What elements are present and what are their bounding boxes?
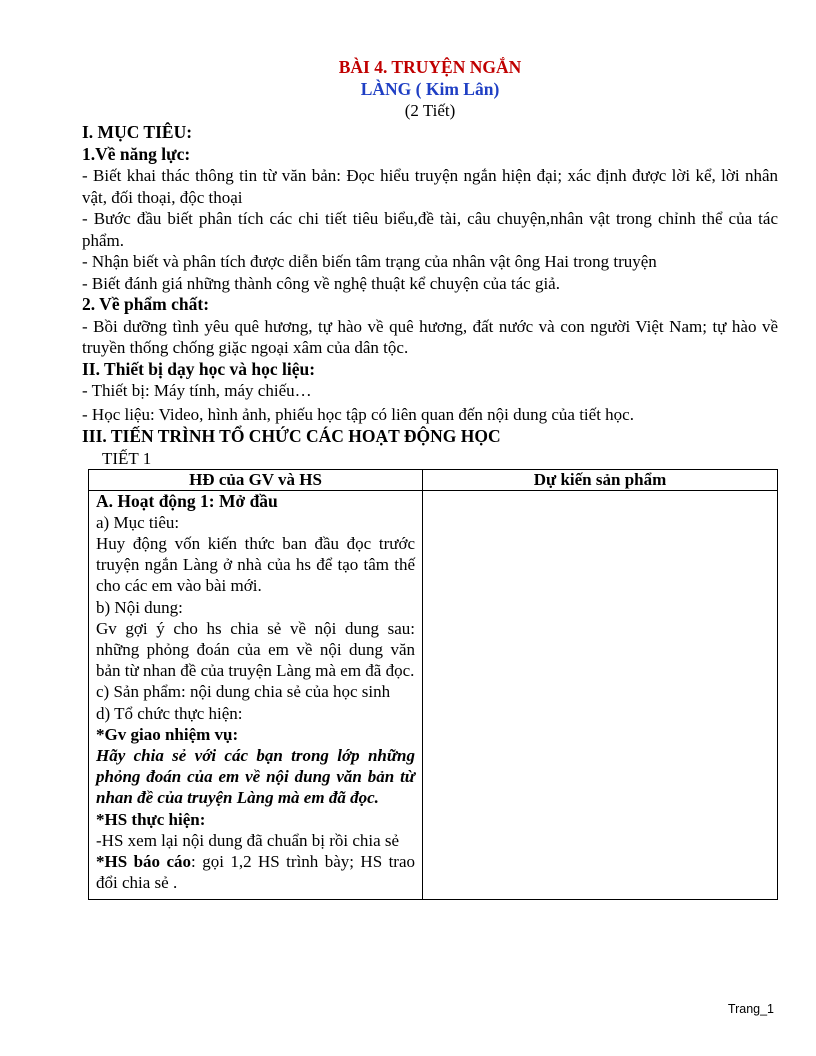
quality-heading: 2. Về phẩm chất:: [82, 294, 210, 314]
org-label: d) Tổ chức thực hiện:: [96, 703, 243, 723]
document-page: [82, 56, 778, 900]
col-activity-header: HĐ của GV và HS: [89, 469, 423, 490]
competence-item: - Bước đầu biết phân tích các chi tiết tiêu biểu,đề tài, câu chuyện,nhân vật trong chỉnh thể của tác phẩm.: [82, 209, 778, 250]
hs-do-text: -HS xem lại nội dung đã chuẩn bị rồi chia sẻ: [96, 830, 400, 850]
period-label: TIẾT 1: [102, 448, 152, 468]
process-heading: III. TIẾN TRÌNH TỔ CHỨC CÁC HOẠT ĐỘNG HỌC: [82, 426, 501, 446]
duration-label: (2 Tiết): [404, 101, 456, 120]
equipment-heading: II. Thiết bị dạy học và học liệu:: [82, 358, 316, 379]
content-label: b) Nội dung:: [96, 597, 183, 617]
lesson-table: [88, 469, 778, 901]
competence-item: - Biết khai thác thông tin từ văn bản: Đọc hiểu truyện ngắn hiện đại; xác định được lời kể, lời nhân vật, đối thoại, độc thoại: [82, 166, 778, 207]
hs-report-label: *HS báo cáo: [96, 851, 192, 871]
task-text: Hãy chia sẻ với các bạn trong lớp những phỏng đoán của em về nội dung văn bản từ nhan đề của truyện Làng mà em đã đọc.: [96, 745, 415, 808]
content-text: Gv gợi ý cho hs chia sẻ về nội dung sau: những phỏng đoán của em về nội dung văn bản từ nhan đề của truyện Làng mà em đã đọc.: [96, 618, 415, 681]
goal-text: Huy động vốn kiến thức ban đầu đọc trước truyện ngắn Làng ở nhà của hs để tạo tâm thế cho các em vào bài mới.: [96, 533, 415, 596]
activity-cell: [89, 490, 423, 900]
hs-do-label: *HS thực hiện:: [96, 809, 206, 829]
task-label: *Gv giao nhiệm vụ:: [96, 724, 239, 744]
product-cell: [423, 490, 778, 900]
competence-item: - Nhận biết và phân tích được diễn biến tâm trạng của nhân vật ông Hai trong truyện: [82, 252, 657, 271]
lesson-title: BÀI 4. TRUYỆN NGẮN: [338, 57, 522, 77]
hs-report: [96, 851, 415, 893]
objectives-heading: I. MỤC TIÊU:: [82, 122, 193, 142]
equipment-item: - Học liệu: Video, hình ảnh, phiếu học tập có liên quan đến nội dung của tiết học.: [82, 404, 634, 424]
table-row: [89, 490, 778, 900]
activity-title: A. Hoạt động 1: Mở đầu: [96, 490, 278, 511]
equipment-item: - Thiết bị: Máy tính, máy chiếu…: [82, 381, 312, 400]
quality-item: - Bồi dưỡng tình yêu quê hương, tự hào về quê hương, đất nước và con người Việt Nam; tự hào về truyền thống chống giặc ngoại xâm của dân tộc.: [82, 316, 778, 357]
competence-item: - Biết đánh giá những thành công về nghệ thuật kể chuyện của tác giả.: [82, 273, 560, 293]
goal-label: a) Mục tiêu:: [96, 512, 180, 532]
competence-heading: 1.Về năng lực:: [82, 143, 191, 164]
hs-report-text: : gọi 1,2 HS trình bày; HS trao đổi chia sẻ .: [96, 851, 416, 893]
page-number: Trang_1: [727, 1002, 774, 1016]
col-product-header: Dự kiến sản phẩm: [423, 469, 778, 490]
table-header-row: [89, 469, 778, 490]
product-text: c) Sản phẩm: nội dung chia sẻ của học sinh: [96, 682, 391, 702]
work-title: LÀNG ( Kim Lân): [360, 79, 500, 99]
